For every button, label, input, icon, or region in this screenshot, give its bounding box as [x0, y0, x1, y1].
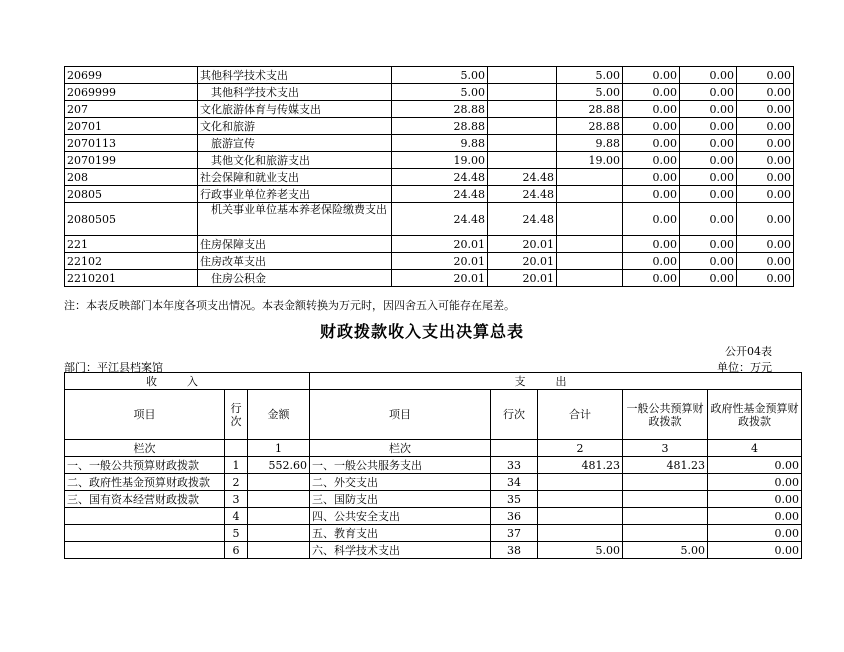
subject-name: 其他科学技术支出 — [198, 84, 392, 101]
table-row — [65, 253, 794, 270]
table-row — [65, 186, 794, 203]
column-4-value: 0.00 — [623, 152, 680, 169]
income-line-number: 5 — [225, 525, 248, 542]
column-5-value: 0.00 — [680, 270, 737, 287]
subject-code: 2070113 — [65, 135, 198, 152]
expense-line-number: 35 — [491, 491, 538, 508]
fund-budget-value: 0.00 — [708, 491, 802, 508]
fund-budget-value: 0.00 — [708, 525, 802, 542]
column-5-value: 0.00 — [680, 253, 737, 270]
subject-code: 22102 — [65, 253, 198, 270]
subject-code: 2069999 — [65, 84, 198, 101]
expense-item: 二、外交支出 — [310, 474, 491, 491]
project-expense-value — [557, 253, 623, 270]
income-line-number: 2 — [225, 474, 248, 491]
table-row — [65, 525, 802, 542]
column-6-value: 0.00 — [737, 118, 794, 135]
subject-name: 其他科学技术支出 — [198, 67, 392, 84]
income-amount — [248, 474, 310, 491]
subject-name: 文化和旅游 — [198, 118, 392, 135]
subject-code: 207 — [65, 101, 198, 118]
column-6-value: 0.00 — [737, 169, 794, 186]
income-amount: 552.60 — [248, 457, 310, 474]
page-title: 财政拨款收入支出决算总表 — [319, 322, 524, 341]
total-value: 24.48 — [392, 169, 488, 186]
table-row — [65, 118, 794, 135]
income-line-number: 3 — [225, 491, 248, 508]
table-row — [65, 152, 794, 169]
total-value: 5.00 — [392, 84, 488, 101]
basic-expense-value: 20.01 — [488, 270, 557, 287]
income-item — [65, 542, 225, 559]
column-4-value: 0.00 — [623, 169, 680, 186]
column-5-value: 0.00 — [680, 152, 737, 169]
project-expense-value — [557, 270, 623, 287]
column-4-value: 0.00 — [623, 118, 680, 135]
column-4-value: 0.00 — [623, 84, 680, 101]
income-line-number: 1 — [225, 457, 248, 474]
expense-item-header: 项目 — [310, 390, 491, 440]
project-expense-value: 5.00 — [557, 67, 623, 84]
income-item — [65, 525, 225, 542]
basic-expense-value: 24.48 — [488, 186, 557, 203]
total-value: 28.88 — [392, 101, 488, 118]
table-number: 公开04表 — [725, 345, 772, 358]
table-row — [65, 270, 794, 287]
column-5-value: 0.00 — [680, 203, 737, 236]
header-row-2 — [65, 390, 802, 440]
expense-line-number: 37 — [491, 525, 538, 542]
fund-budget-value: 0.00 — [708, 508, 802, 525]
unit-label: 单位：万元 — [717, 361, 772, 374]
subject-name: 社会保障和就业支出 — [198, 169, 392, 186]
table-row — [65, 84, 794, 101]
fiscal-summary-table — [64, 372, 802, 559]
table-row — [65, 169, 794, 186]
table-row — [65, 203, 794, 236]
project-expense-value: 28.88 — [557, 101, 623, 118]
expenditure-detail-table — [64, 66, 794, 287]
expense-item: 四、公共安全支出 — [310, 508, 491, 525]
subject-name: 住房改革支出 — [198, 253, 392, 270]
column-4-value: 0.00 — [623, 101, 680, 118]
table-row — [65, 101, 794, 118]
fund-budget-value: 0.00 — [708, 474, 802, 491]
expense-item: 五、教育支出 — [310, 525, 491, 542]
project-expense-value: 5.00 — [557, 84, 623, 101]
expense-total — [538, 491, 623, 508]
column-label-2: 栏次 — [310, 440, 491, 457]
subject-name: 住房公积金 — [198, 270, 392, 287]
expense-total: 5.00 — [538, 542, 623, 559]
total-value: 5.00 — [392, 67, 488, 84]
subject-code: 20701 — [65, 118, 198, 135]
column-5-value: 0.00 — [680, 84, 737, 101]
column-6-value: 0.00 — [737, 236, 794, 253]
expense-line-number: 38 — [491, 542, 538, 559]
column-5-value: 0.00 — [680, 67, 737, 84]
department-label: 部门：平江县档案馆 — [64, 361, 163, 374]
basic-expense-value — [488, 152, 557, 169]
fund-budget-value: 0.00 — [708, 542, 802, 559]
expense-total — [538, 525, 623, 542]
basic-expense-value — [488, 118, 557, 135]
column-5-value: 0.00 — [680, 135, 737, 152]
total-value: 19.00 — [392, 152, 488, 169]
table-row — [65, 236, 794, 253]
subject-name: 机关事业单位基本养老保险缴费支出 — [198, 203, 392, 236]
table-row — [65, 491, 802, 508]
income-amount — [248, 508, 310, 525]
column-4-value: 0.00 — [623, 236, 680, 253]
subject-name: 其他文化和旅游支出 — [198, 152, 392, 169]
expense-line-header: 行次 — [491, 390, 538, 440]
total-value: 9.88 — [392, 135, 488, 152]
expense-item: 六、科学技术支出 — [310, 542, 491, 559]
income-header: 收入 — [65, 373, 310, 390]
column-6-value: 0.00 — [737, 203, 794, 236]
table-row — [65, 542, 802, 559]
basic-expense-value — [488, 101, 557, 118]
expense-item: 一、一般公共服务支出 — [310, 457, 491, 474]
income-line-number: 4 — [225, 508, 248, 525]
income-amount-header: 金额 — [248, 390, 310, 440]
column-6-value: 0.00 — [737, 152, 794, 169]
column-6-value: 0.00 — [737, 253, 794, 270]
total-value: 28.88 — [392, 118, 488, 135]
column-5-value: 0.00 — [680, 236, 737, 253]
table-row — [65, 135, 794, 152]
project-expense-value: 19.00 — [557, 152, 623, 169]
total-value: 24.48 — [392, 203, 488, 236]
basic-expense-value: 24.48 — [488, 169, 557, 186]
column-4-value: 0.00 — [623, 186, 680, 203]
expense-header: 支出 — [310, 373, 802, 390]
subject-code: 208 — [65, 169, 198, 186]
subject-code: 20805 — [65, 186, 198, 203]
project-expense-value — [557, 236, 623, 253]
general-budget-value: 5.00 — [623, 542, 708, 559]
fund-budget-header: 政府性基金预算财政拨款 — [708, 390, 802, 440]
subject-name: 行政事业单位养老支出 — [198, 186, 392, 203]
general-budget-value — [623, 491, 708, 508]
subject-code: 2080505 — [65, 203, 198, 236]
column-5-value: 0.00 — [680, 186, 737, 203]
column-4-value: 0.00 — [623, 67, 680, 84]
income-line-header: 行次 — [225, 390, 248, 440]
expense-total: 481.23 — [538, 457, 623, 474]
column-5-value: 0.00 — [680, 118, 737, 135]
table-row — [65, 508, 802, 525]
subject-code: 2070199 — [65, 152, 198, 169]
column-6-value: 0.00 — [737, 67, 794, 84]
column-4-value: 0.00 — [623, 203, 680, 236]
general-budget-value — [623, 525, 708, 542]
column-6-value: 0.00 — [737, 186, 794, 203]
income-item: 三、国有资本经营财政拨款 — [65, 491, 225, 508]
general-budget-value — [623, 474, 708, 491]
column-5-value: 0.00 — [680, 101, 737, 118]
income-item — [65, 508, 225, 525]
expense-total — [538, 508, 623, 525]
subject-name: 旅游宣传 — [198, 135, 392, 152]
total-value: 20.01 — [392, 253, 488, 270]
basic-expense-value: 20.01 — [488, 253, 557, 270]
general-budget-value: 481.23 — [623, 457, 708, 474]
column-number-4: 4 — [708, 440, 802, 457]
table-note: 注：本表反映部门本年度各项支出情况。本表金额转换为万元时，因四舍五入可能存在尾差。 — [64, 299, 515, 312]
column-number-3: 3 — [623, 440, 708, 457]
column-number-1: 1 — [248, 440, 310, 457]
fund-budget-value: 0.00 — [708, 457, 802, 474]
table-row — [65, 474, 802, 491]
expense-item: 三、国防支出 — [310, 491, 491, 508]
basic-expense-value — [488, 135, 557, 152]
subject-code: 20699 — [65, 67, 198, 84]
income-amount — [248, 542, 310, 559]
table-row — [65, 67, 794, 84]
column-6-value: 0.00 — [737, 84, 794, 101]
project-expense-value — [557, 169, 623, 186]
income-amount — [248, 491, 310, 508]
total-header: 合计 — [538, 390, 623, 440]
project-expense-value: 9.88 — [557, 135, 623, 152]
income-item: 二、政府性基金预算财政拨款 — [65, 474, 225, 491]
column-6-value: 0.00 — [737, 101, 794, 118]
subject-code: 221 — [65, 236, 198, 253]
column-6-value: 0.00 — [737, 270, 794, 287]
general-budget-value — [623, 508, 708, 525]
project-expense-value: 28.88 — [557, 118, 623, 135]
total-value: 24.48 — [392, 186, 488, 203]
project-expense-value — [557, 203, 623, 236]
subject-code: 2210201 — [65, 270, 198, 287]
column-5-value: 0.00 — [680, 169, 737, 186]
column-6-value: 0.00 — [737, 135, 794, 152]
column-number-row — [65, 440, 802, 457]
basic-expense-value: 24.48 — [488, 203, 557, 236]
column-4-value: 0.00 — [623, 270, 680, 287]
general-budget-header: 一般公共预算财政拨款 — [623, 390, 708, 440]
expense-line-number: 33 — [491, 457, 538, 474]
column-4-value: 0.00 — [623, 253, 680, 270]
income-item: 一、一般公共预算财政拨款 — [65, 457, 225, 474]
column-label: 栏次 — [65, 440, 225, 457]
basic-expense-value: 20.01 — [488, 236, 557, 253]
total-value: 20.01 — [392, 270, 488, 287]
basic-expense-value — [488, 67, 557, 84]
column-number-2: 2 — [538, 440, 623, 457]
income-amount — [248, 525, 310, 542]
basic-expense-value — [488, 84, 557, 101]
project-expense-value — [557, 186, 623, 203]
column-4-value: 0.00 — [623, 135, 680, 152]
expense-line-number: 34 — [491, 474, 538, 491]
table-row — [65, 457, 802, 474]
expense-line-number: 36 — [491, 508, 538, 525]
income-line-number: 6 — [225, 542, 248, 559]
total-value: 20.01 — [392, 236, 488, 253]
expense-total — [538, 474, 623, 491]
subject-name: 住房保障支出 — [198, 236, 392, 253]
income-item-header: 项目 — [65, 390, 225, 440]
header-row-1 — [65, 373, 802, 390]
subject-name: 文化旅游体育与传媒支出 — [198, 101, 392, 118]
